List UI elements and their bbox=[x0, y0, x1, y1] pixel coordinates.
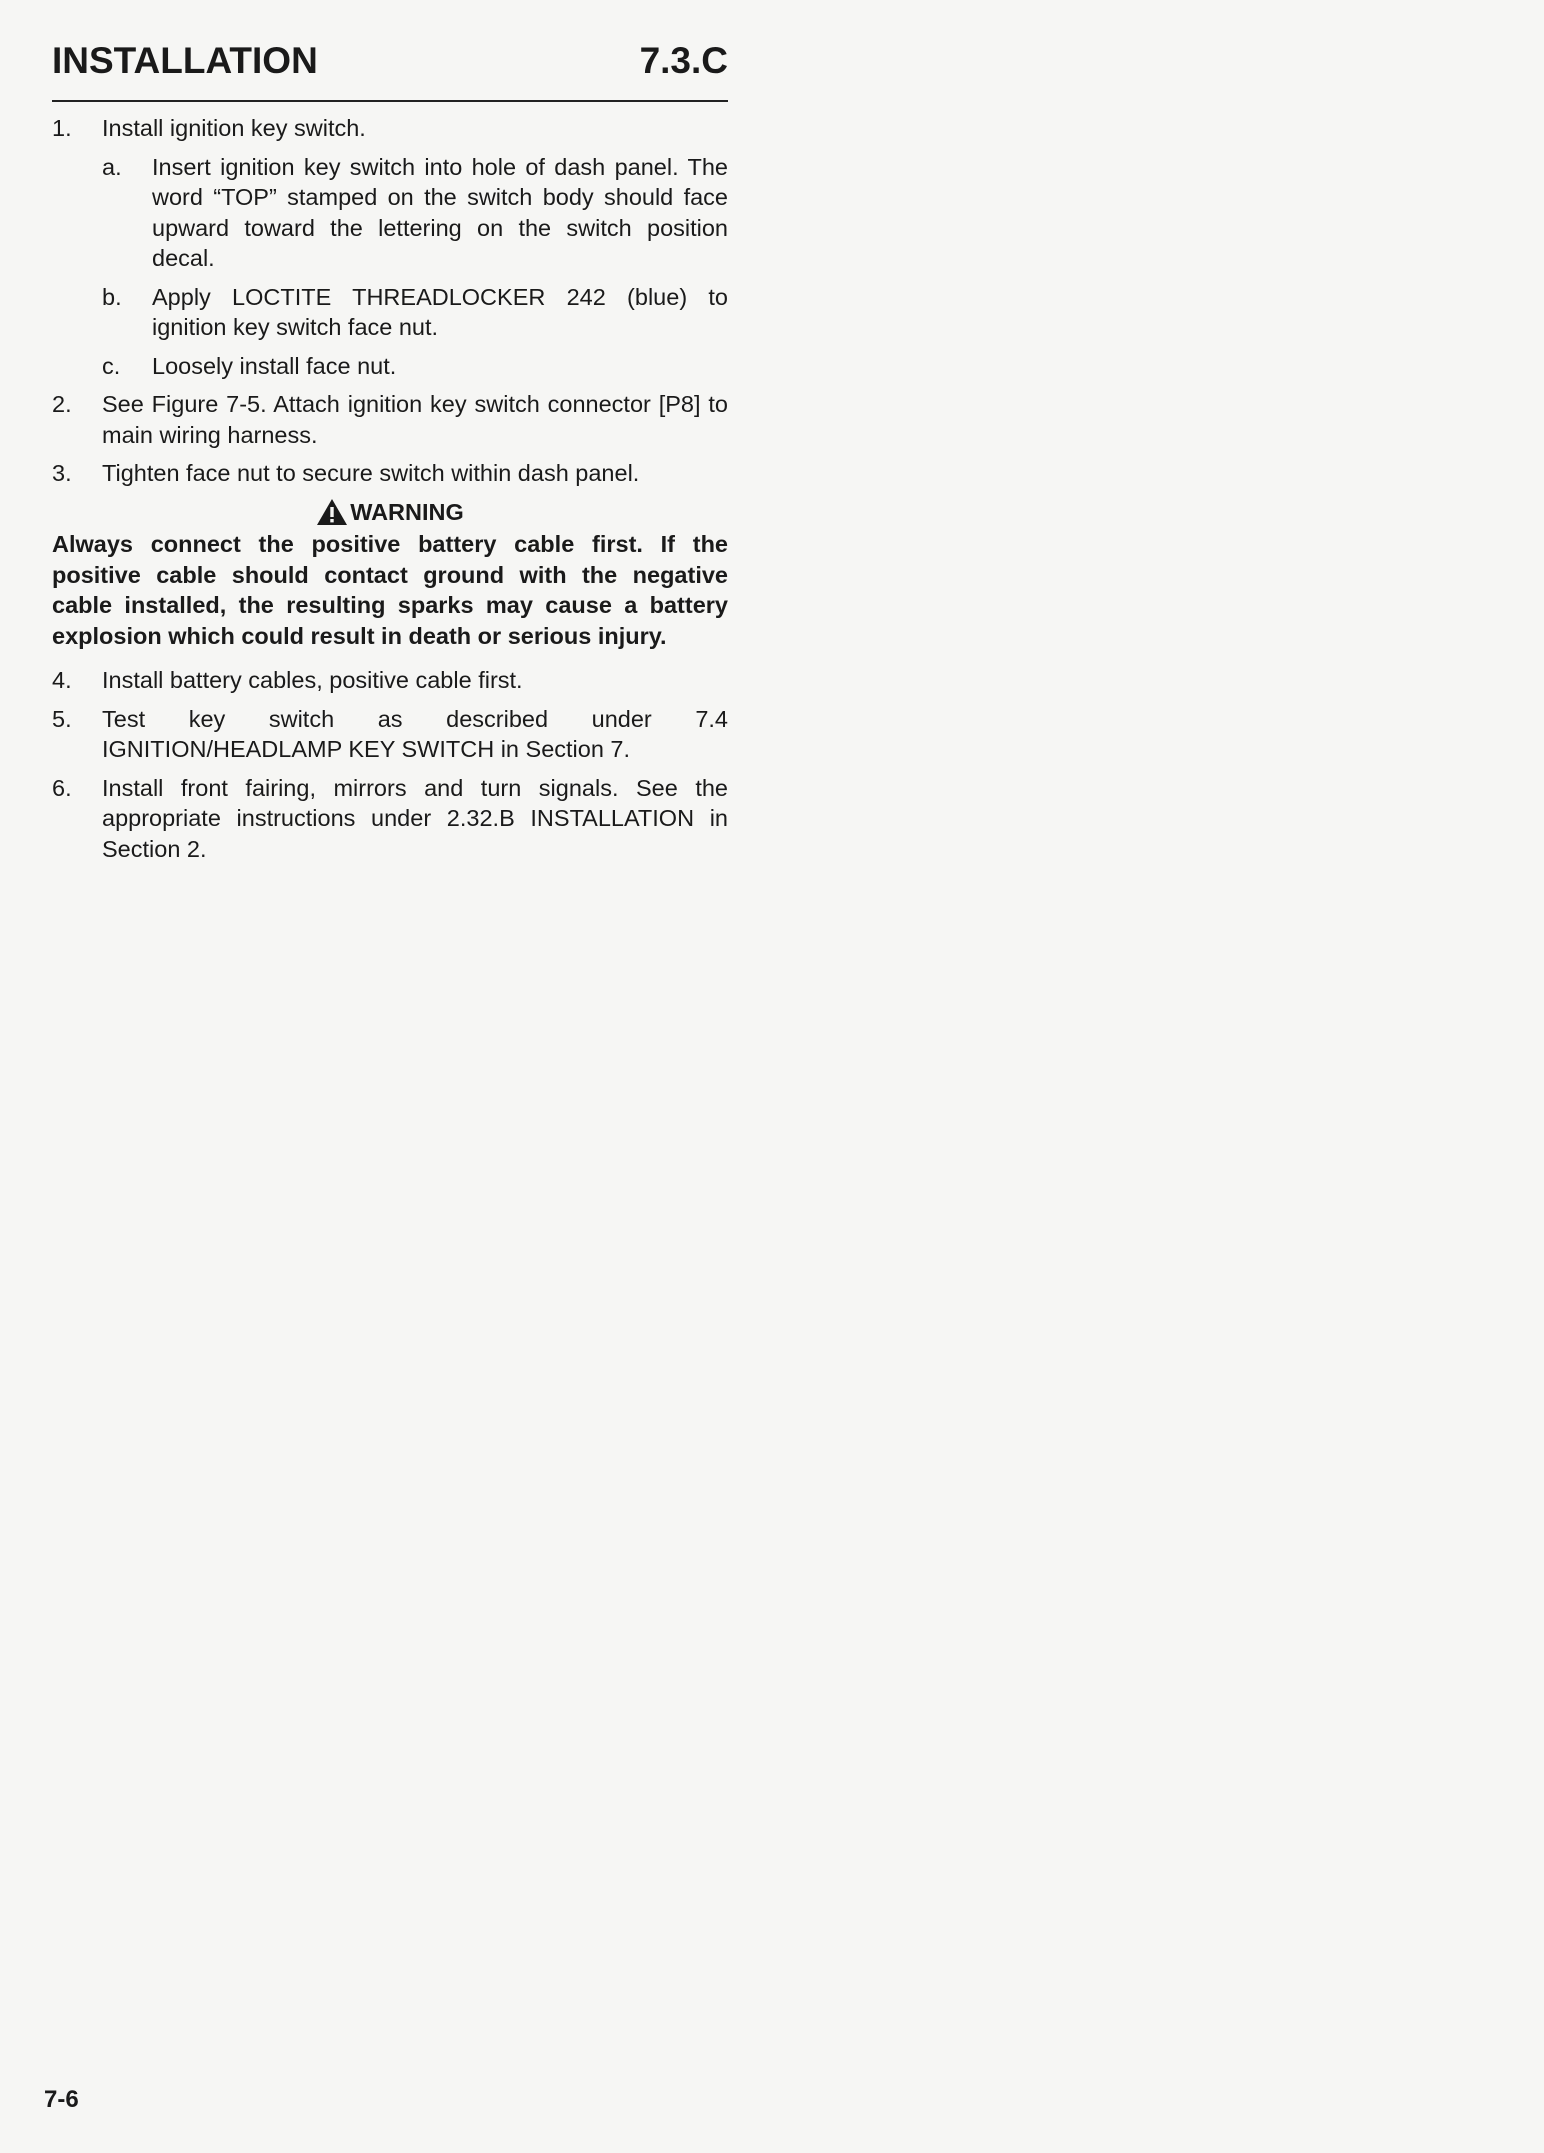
substep-1b bbox=[52, 282, 728, 343]
step-number: 3. bbox=[52, 460, 72, 486]
warning-heading bbox=[52, 497, 728, 528]
substep-text: Apply LOCTITE THREADLOCKER 242 (blue) to ignition key switch face nut. bbox=[152, 283, 728, 340]
page-number: 7-6 bbox=[44, 2086, 79, 2113]
warning-triangle-icon bbox=[316, 498, 348, 526]
substep-letter: b. bbox=[102, 283, 122, 310]
step-5 bbox=[52, 704, 728, 765]
step-number: 1. bbox=[52, 115, 72, 141]
step-6 bbox=[52, 773, 728, 865]
step-text: Install battery cables, positive cable first. bbox=[102, 667, 523, 693]
step-text: Test key switch as described under 7.4 IGNITION/HEADLAMP KEY SWITCH in Section 7. bbox=[102, 705, 728, 762]
instructions-body bbox=[52, 113, 728, 872]
section-title: INSTALLATION bbox=[52, 40, 318, 81]
substep-letter: a. bbox=[102, 153, 122, 180]
substep-text: Insert ignition key switch into hole of dash panel. The word “TOP” stamped on the switch body should face upward toward the lettering on the switch position decal. bbox=[152, 153, 728, 271]
warning-text: Always connect the positive battery cable first. If the positive cable should contact ground with the negative cable installed, the resulting sparks may cause a battery explosion which could result in death or serious injury. bbox=[52, 531, 728, 649]
step-number: 4. bbox=[52, 667, 72, 693]
step-number: 6. bbox=[52, 774, 72, 801]
step-number: 2. bbox=[52, 391, 72, 417]
step-2 bbox=[52, 389, 728, 450]
step-number: 5. bbox=[52, 705, 72, 732]
page-header bbox=[52, 36, 728, 102]
substep-letter: c. bbox=[102, 352, 121, 379]
warning-label: WARNING bbox=[350, 498, 464, 525]
substep-1a bbox=[52, 152, 728, 274]
step-text: Install ignition key switch. bbox=[102, 115, 366, 141]
step-text: Install front fairing, mirrors and turn signals. See the appropriate instructions under 2.32.B INSTALLATION in Section 2. bbox=[102, 774, 728, 862]
substep-1c bbox=[52, 351, 728, 382]
step-text: See Figure 7-5. Attach ignition key switch connector [P8] to main wiring harness. bbox=[102, 391, 728, 448]
step-1 bbox=[52, 113, 728, 144]
section-number: 7.3.C bbox=[639, 40, 728, 81]
step-3 bbox=[52, 458, 728, 489]
step-text: Tighten face nut to secure switch within dash panel. bbox=[102, 460, 640, 486]
substep-text: Loosely install face nut. bbox=[152, 352, 397, 379]
step-4 bbox=[52, 665, 728, 696]
